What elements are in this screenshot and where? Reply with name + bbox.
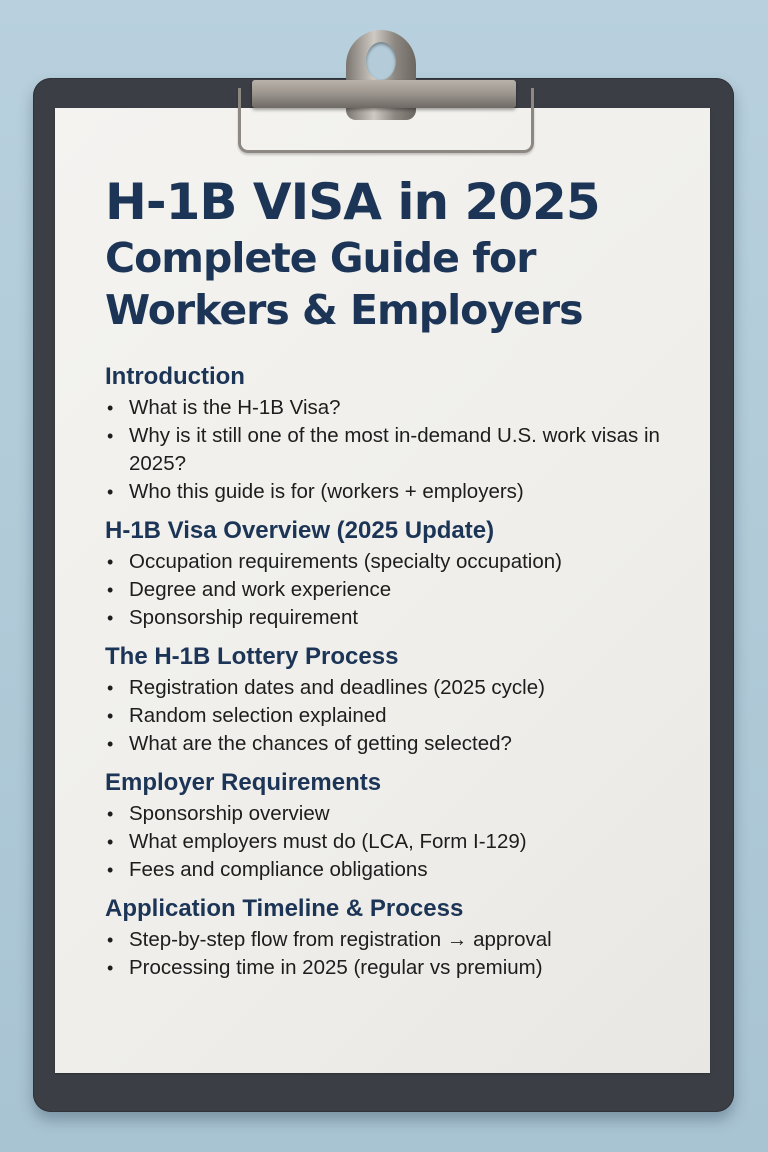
bullet-icon: •	[107, 678, 114, 698]
bullet-icon: •	[107, 482, 114, 502]
bullet-icon: •	[107, 426, 114, 446]
list-item-text: What employers must do (LCA, Form I-129)	[129, 830, 527, 853]
bullet-icon: •	[107, 930, 114, 950]
bullet-icon: •	[107, 832, 114, 852]
section-heading: H-1B Visa Overview (2025 Update)	[105, 517, 495, 544]
bullet-icon: •	[107, 398, 114, 418]
list-item	[105, 422, 695, 478]
list-item	[105, 604, 695, 632]
section-heading: Employer Requirements	[105, 769, 382, 796]
section-overview	[105, 516, 695, 632]
section-heading: Application Timeline & Process	[105, 895, 464, 922]
list-item-text: Processing time in 2025 (regular vs premium)	[129, 956, 543, 979]
list-item	[105, 926, 695, 954]
list-item-text: Why is it still one of the most in-demand U.S. work visas in 2025?	[129, 424, 660, 475]
bullet-list	[105, 394, 695, 506]
bullet-list	[105, 926, 695, 982]
list-item	[105, 856, 695, 884]
title-line-3: Workers & Employers	[105, 286, 583, 334]
bullet-icon: •	[107, 958, 114, 978]
title-line-2: Complete Guide for	[105, 234, 536, 282]
bullet-list	[105, 548, 695, 632]
bullet-list	[105, 800, 695, 884]
list-item-text: Sponsorship requirement	[129, 606, 359, 629]
bullet-list	[105, 674, 695, 758]
document-title	[105, 172, 705, 336]
title-line-1: H-1B VISA in 2025	[105, 173, 600, 231]
section-heading: Introduction	[105, 363, 245, 390]
list-item-text: Sponsorship overview	[129, 802, 330, 825]
list-item-text: Step-by-step flow from registration → approval	[129, 928, 552, 951]
bullet-icon: •	[107, 860, 114, 880]
list-item-text: What are the chances of getting selected?	[129, 732, 512, 755]
bullet-icon: •	[107, 734, 114, 754]
list-item	[105, 576, 695, 604]
list-item-text: Who this guide is for (workers + employers)	[129, 480, 524, 503]
list-item-text: Random selection explained	[129, 704, 387, 727]
section-employer-requirements	[105, 768, 695, 884]
section-application-timeline	[105, 894, 695, 982]
list-item-text: What is the H-1B Visa?	[129, 396, 341, 419]
list-item-text: Registration dates and deadlines (2025 cycle)	[129, 676, 545, 699]
list-item	[105, 478, 695, 506]
bullet-icon: •	[107, 706, 114, 726]
list-item-text: Degree and work experience	[129, 578, 392, 601]
bullet-icon: •	[107, 552, 114, 572]
section-lottery	[105, 642, 695, 758]
clip-hole	[366, 42, 396, 80]
bullet-icon: •	[107, 580, 114, 600]
list-item-text: Fees and compliance obligations	[129, 858, 428, 881]
section-introduction	[105, 362, 695, 506]
list-item	[105, 674, 695, 702]
list-item	[105, 800, 695, 828]
list-item	[105, 548, 695, 576]
section-heading: The H-1B Lottery Process	[105, 643, 399, 670]
bullet-icon: •	[107, 608, 114, 628]
list-item	[105, 730, 695, 758]
list-item	[105, 394, 695, 422]
list-item	[105, 954, 695, 982]
list-item	[105, 828, 695, 856]
list-item-text: Occupation requirements (specialty occupation)	[129, 550, 562, 573]
list-item	[105, 702, 695, 730]
bullet-icon: •	[107, 804, 114, 824]
clip-bar	[252, 80, 516, 108]
document-content	[105, 362, 695, 992]
